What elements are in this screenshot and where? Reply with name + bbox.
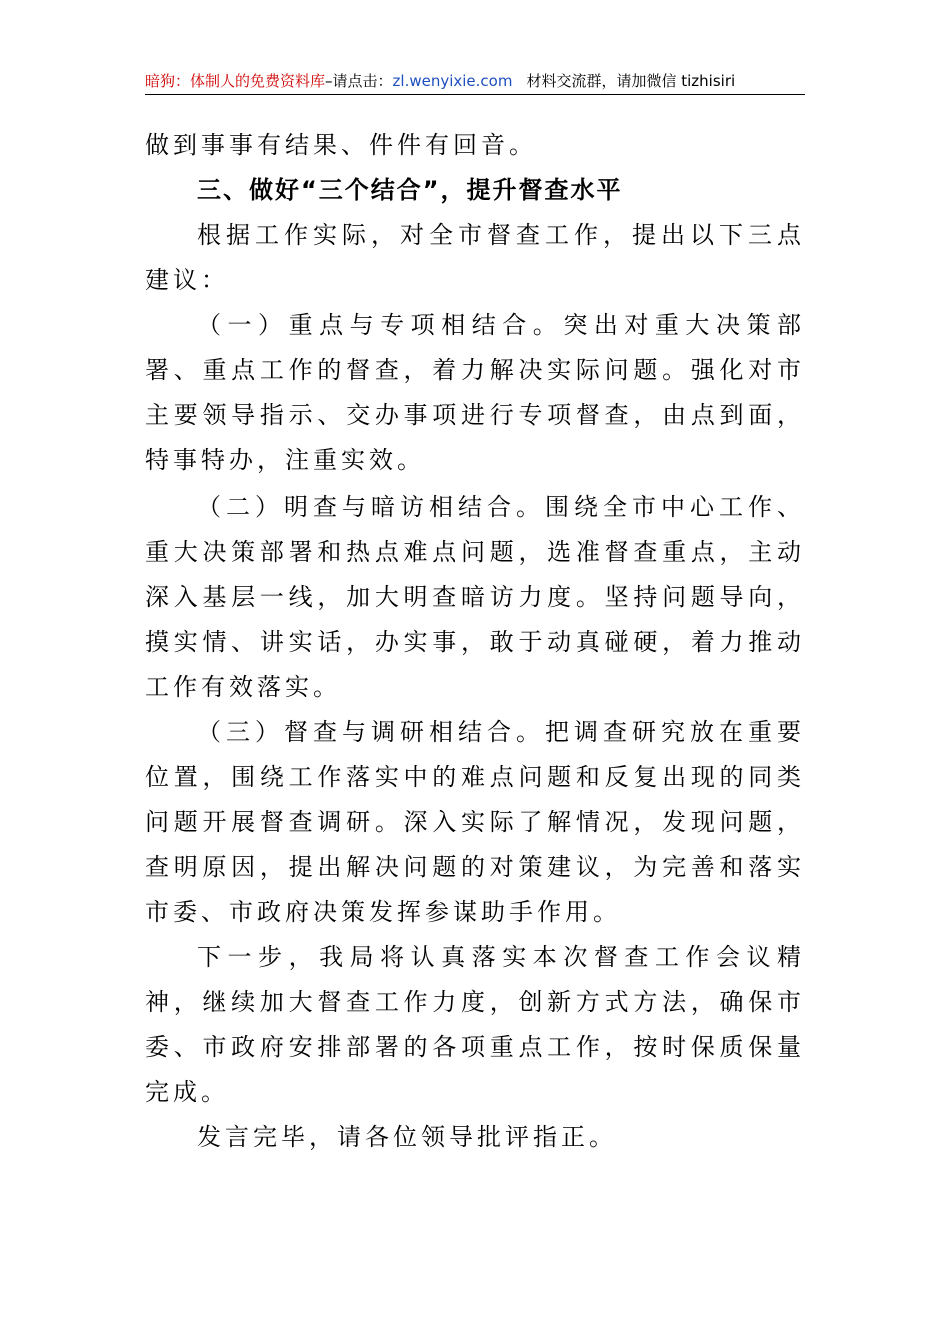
paragraph-point-2: （二）明查与暗访相结合。围绕全市中心工作、重大决策部署和热点难点问题，选准督查重点，主动深入基层一线，加大明查暗访力度。坚持问题导向，摸实情、讲实话，办实事，敢于动真碰硬，着力推动工作有效落实。	[145, 493, 805, 701]
header-url-link[interactable]: zl.wenyixie.com	[392, 72, 513, 90]
paragraph-closing: 发言完毕，请各位领导批评指正。	[197, 1123, 617, 1151]
paragraph-point-3: （三）督查与调研相结合。把调查研究放在重要位置，围绕工作落实中的难点问题和反复出现的同类问题开展督查调研。深入实际了解情况，发现问题，查明原因，提出解决问题的对策建议，为完善和落实市委、市政府决策发挥参谋助手作用。	[145, 718, 805, 926]
paragraph-continuation: 做到事事有结果、件件有回音。	[145, 131, 537, 159]
page-header	[145, 70, 805, 95]
header-click-prompt: –请点击：	[325, 72, 393, 90]
paragraph-point-1: （一）重点与专项相结合。突出对重大决策部署、重点工作的督查，着力解决实际问题。强化对市主要领导指示、交办事项进行专项督查，由点到面，特事特办，注重实效。	[145, 311, 805, 474]
paragraph-next-step: 下一步，我局将认真落实本次督查工作会议精神，继续加大督查工作力度，创新方式方法，确保市委、市政府安排部署的各项重点工作，按时保质保量完成。	[145, 943, 805, 1106]
section-heading: 三、做好“三个结合”，提升督查水平	[197, 176, 623, 204]
header-site-name: 暗狗：体制人的免费资料库	[145, 72, 326, 90]
header-wechat-note: 材料交流群，请加微信 tizhisiri	[526, 72, 736, 90]
document-body	[145, 123, 805, 1160]
paragraph-intro: 根据工作实际，对全市督查工作，提出以下三点建议：	[145, 221, 805, 294]
